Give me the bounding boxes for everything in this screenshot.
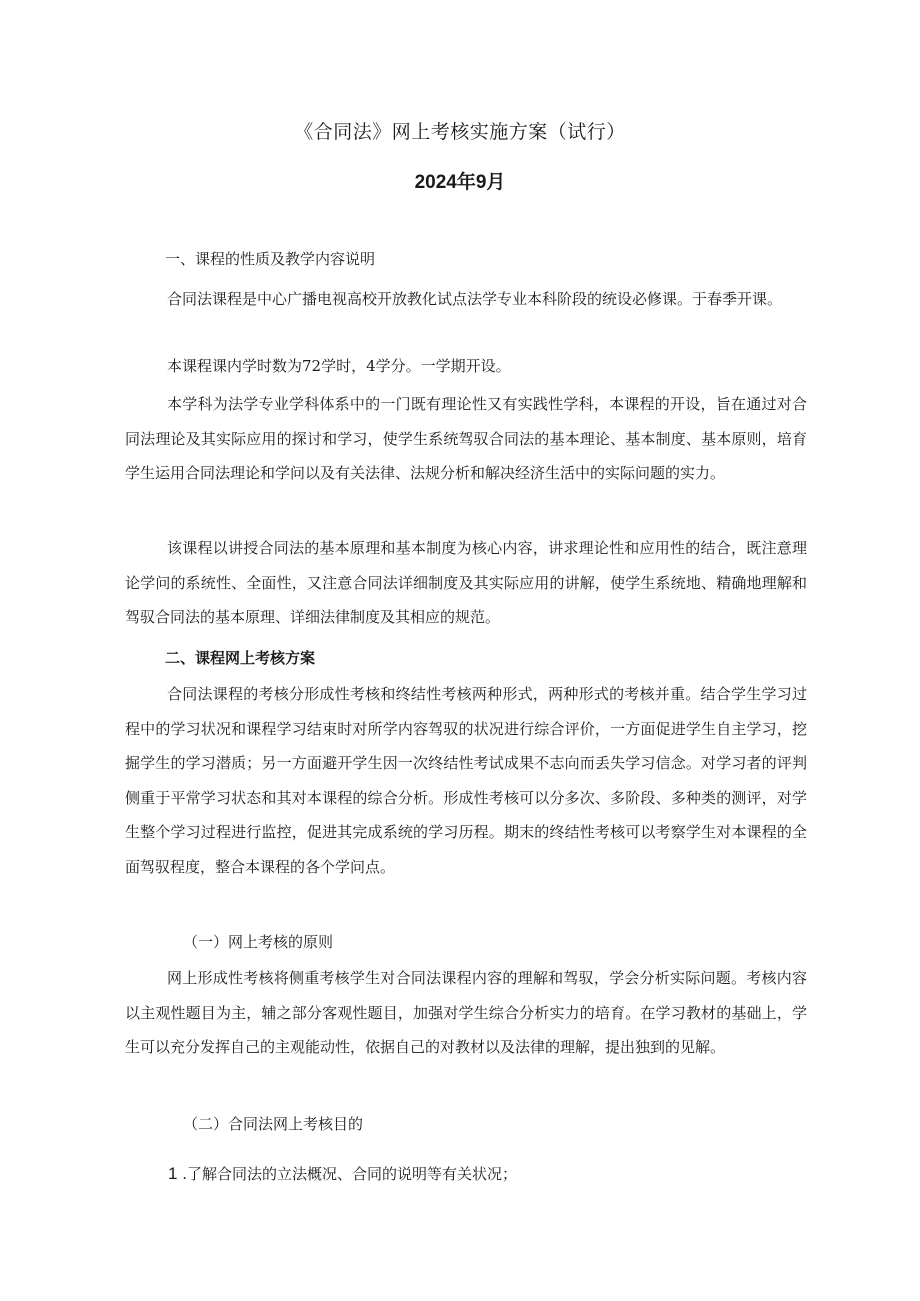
section-1-paragraph-2: 本课程课内学时数为72学时，4学分。一学期开设。 xyxy=(167,357,511,375)
document-title: 《合同法》网上考核实施方案（试行） xyxy=(294,121,626,143)
document-date: 2024年9月 xyxy=(414,172,506,193)
section-2-heading: 二、课程网上考核方案 xyxy=(165,649,316,667)
list-item xyxy=(168,1160,517,1188)
subsection-2-heading: （二）合同法网上考核目的 xyxy=(183,1115,364,1133)
section-1-heading: 一、课程的性质及教学内容说明 xyxy=(165,250,376,268)
list-item-text: .了解合同法的立法概况、合同的说明等有关状况； xyxy=(182,1165,518,1183)
subsection-1-paragraph: 网上形成性考核将侧重考核学生对合同法课程内容的理解和驾驭，学会分析实际问题。考核内容以主观性题目为主，辅之部分客观性题目，加强对学生综合分析实力的培育。在学习教材的基础上，学生可以充分发挥自己的主观能动性，依据自己的对教材以及法律的理解，提出独到的见解。 xyxy=(125,969,807,1056)
section-1-paragraph-4: 该课程以讲授合同法的基本原理和基本制度为核心内容，讲求理论性和应用性的结合，既注意理论学问的系统性、全面性，又注意合同法详细制度及其实际应用的讲解，使学生系统地、精确地理解和驾驭合同法的基本原理、详细法律制度及其相应的规范。 xyxy=(125,539,807,626)
list-item-number: 1 xyxy=(168,1164,178,1183)
section-1-paragraph-3: 本学科为法学专业学科体系中的一门既有理论性又有实践性学科，本课程的开设，旨在通过对合同法理论及其实际应用的探讨和学习，使学生系统驾驭合同法的基本理论、基本制度、基本原则，培育学生运用合同法理论和学问以及有关法律、法规分析和解决经济生活中的实际问题的实力。 xyxy=(125,395,807,482)
section-1-paragraph-1: 合同法课程是中心广播电视高校开放教化试点法学专业本科阶段的统设必修课。于春季开课。 xyxy=(167,290,783,308)
section-2-paragraph: 合同法课程的考核分形成性考核和终结性考核两种形式，两种形式的考核并重。结合学生学习过程中的学习状况和课程学习结束时对所学内容驾驭的状况进行综合评价，一方面促进学生自主学习，挖掘学生的学习潜质；另一方面避开学生因一次终结性考试成果不志向而丢失学习信念。对学习者的评判侧重于平常学习状态和其对本课程的综合分析。形成性考核可以分多次、多阶段、多种类的测评，对学生整个学习过程进行监控，促进其完成系统的学习历程。期末的终结性考核可以考察学生对本课程的全面驾驭程度，整合本课程的各个学问点。 xyxy=(125,685,807,876)
subsection-1-heading: （一）网上考核的原则 xyxy=(183,933,334,951)
